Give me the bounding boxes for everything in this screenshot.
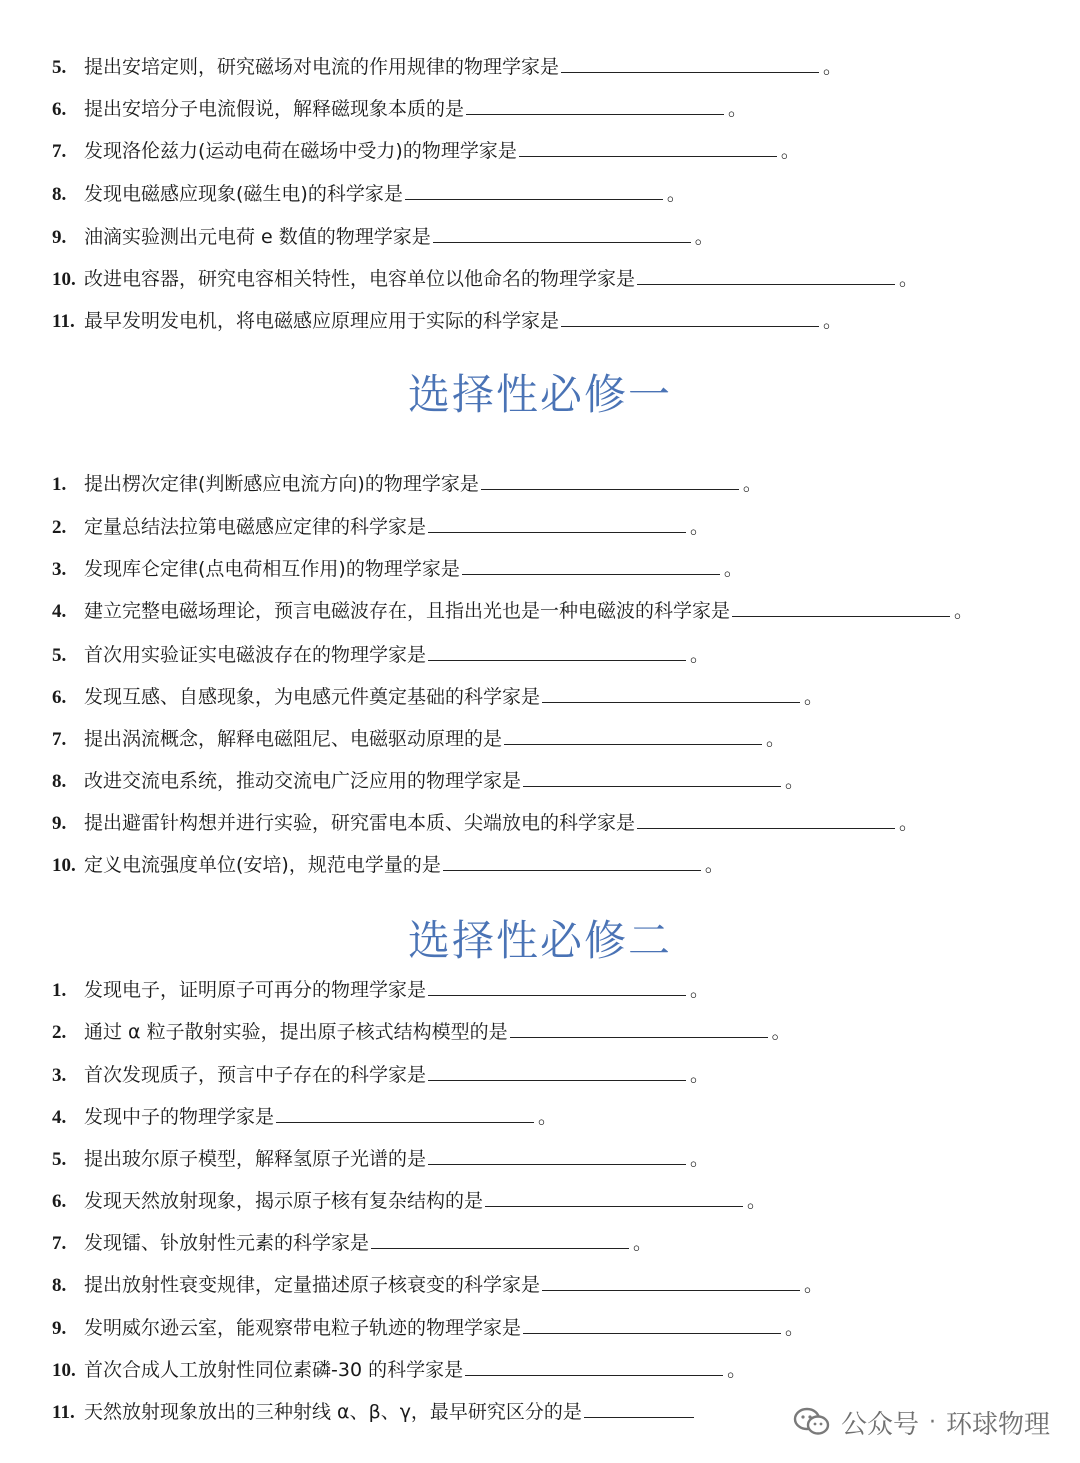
answer-blank[interactable] <box>405 181 663 200</box>
question-end-punct: 。 <box>690 1064 710 1086</box>
question-text: 发现中子的物理学家是 <box>84 1106 275 1128</box>
question-text: 建立完整电磁场理论，预言电磁波存在，且指出光也是一种电磁波的科学家是 <box>84 600 731 622</box>
question-number: 10. <box>52 269 76 290</box>
question-item <box>52 596 973 626</box>
question-number: 3. <box>52 1065 67 1086</box>
question-item <box>52 975 709 1005</box>
question-item <box>52 766 804 796</box>
question-text: 提出安培定则，研究磁场对电流的作用规律的物理学家是 <box>84 56 560 78</box>
answer-blank[interactable] <box>519 138 777 157</box>
question-item <box>52 306 842 336</box>
question-item <box>52 1060 709 1090</box>
watermark-separator: · <box>928 1409 936 1435</box>
question-item <box>52 1144 709 1174</box>
question-text: 提出避雷针构想并进行实验，研究雷电本质、尖端放电的科学家是 <box>84 812 636 834</box>
question-item <box>52 808 918 838</box>
question-number: 8. <box>52 771 67 792</box>
question-item <box>52 682 823 712</box>
answer-blank[interactable] <box>276 1104 534 1123</box>
answer-blank[interactable] <box>510 1019 768 1038</box>
question-number: 10. <box>52 1360 76 1381</box>
question-text: 定义电流强度单位(安培)，规范电学量的是 <box>84 854 441 876</box>
answer-blank[interactable] <box>428 1062 686 1081</box>
question-item <box>52 1313 804 1343</box>
question-end-punct: 。 <box>823 310 843 332</box>
question-number: 6. <box>52 687 67 708</box>
answer-blank[interactable] <box>433 224 691 243</box>
answer-blank[interactable] <box>732 598 950 617</box>
question-item <box>52 264 918 294</box>
question-item <box>52 1186 766 1216</box>
answer-blank[interactable] <box>371 1230 629 1249</box>
question-number: 7. <box>52 729 67 750</box>
question-end-punct: 。 <box>804 1274 824 1296</box>
question-end-punct: 。 <box>747 1190 767 1212</box>
answer-blank[interactable] <box>523 768 781 787</box>
question-end-punct: 。 <box>690 979 710 1001</box>
question-text: 发现互感、自感现象，为电感元件奠定基础的科学家是 <box>84 686 541 708</box>
question-text: 发明威尔逊云室，能观察带电粒子轨迹的物理学家是 <box>84 1317 522 1339</box>
answer-blank[interactable] <box>637 266 895 285</box>
question-end-punct: 。 <box>742 473 762 495</box>
question-text: 定量总结法拉第电磁感应定律的科学家是 <box>84 516 427 538</box>
question-end-punct: 。 <box>666 183 686 205</box>
question-end-punct: 。 <box>694 226 714 248</box>
question-end-punct: 。 <box>954 600 974 622</box>
question-text: 发现洛伦兹力(运动电荷在磁场中受力)的物理学家是 <box>84 140 517 162</box>
wechat-icon <box>793 1407 831 1437</box>
question-end-punct: 。 <box>727 1359 747 1381</box>
question-text: 发现电磁感应现象(磁生电)的科学家是 <box>84 183 403 205</box>
section-title: 选择性必修二 <box>407 916 672 965</box>
question-end-punct: 。 <box>785 1317 805 1339</box>
question-end-punct: 。 <box>728 98 748 120</box>
answer-blank[interactable] <box>523 1315 781 1334</box>
watermark-label: 公众号 <box>840 1409 919 1440</box>
question-text: 提出楞次定律(判断感应电流方向)的物理学家是 <box>84 473 479 495</box>
answer-blank[interactable] <box>428 1146 686 1165</box>
watermark-account-name: 环球物理 <box>945 1409 1050 1440</box>
question-number: 4. <box>52 1107 67 1128</box>
answer-blank[interactable] <box>443 852 701 871</box>
question-text: 发现镭、钋放射性元素的科学家是 <box>84 1232 370 1254</box>
question-number: 5. <box>52 1149 67 1170</box>
question-end-punct: 。 <box>785 770 805 792</box>
question-end-punct: 。 <box>538 1106 558 1128</box>
question-item <box>52 640 709 670</box>
answer-blank[interactable] <box>428 514 686 533</box>
question-number: 1. <box>52 980 67 1001</box>
answer-blank[interactable] <box>428 977 686 996</box>
question-number: 11. <box>52 1402 75 1423</box>
question-number: 3. <box>52 559 67 580</box>
answer-blank[interactable] <box>465 1357 723 1376</box>
question-number: 6. <box>52 99 67 120</box>
question-number: 11. <box>52 311 75 332</box>
question-item <box>52 850 724 880</box>
question-item <box>52 724 785 754</box>
question-text: 发现天然放射现象，揭示原子核有复杂结构的是 <box>84 1190 484 1212</box>
question-end-punct: 。 <box>899 268 919 290</box>
question-number: 8. <box>52 184 67 205</box>
section-title: 选择性必修一 <box>407 370 672 419</box>
question-text: 改进交流电系统，推动交流电广泛应用的物理学家是 <box>84 770 522 792</box>
question-end-punct: 。 <box>823 56 843 78</box>
question-text: 首次发现质子，预言中子存在的科学家是 <box>84 1064 427 1086</box>
question-item <box>52 1228 652 1258</box>
question-item <box>52 136 800 166</box>
question-end-punct: 。 <box>690 1148 710 1170</box>
question-end-punct: 。 <box>899 812 919 834</box>
question-number: 7. <box>52 141 67 162</box>
question-text: 发现库仑定律(点电荷相互作用)的物理学家是 <box>84 558 460 580</box>
question-text: 提出涡流概念，解释电磁阻尼、电磁驱动原理的是 <box>84 728 503 750</box>
answer-blank[interactable] <box>542 684 800 703</box>
question-end-punct: 。 <box>690 516 710 538</box>
question-text: 提出玻尔原子模型，解释氢原子光谱的是 <box>84 1148 427 1170</box>
answer-blank[interactable] <box>462 556 720 575</box>
question-end-punct: 。 <box>766 728 786 750</box>
question-item <box>52 512 709 542</box>
question-text: 首次用实验证实电磁波存在的物理学家是 <box>84 644 427 666</box>
question-text: 首次合成人工放射性同位素磷-30 的科学家是 <box>84 1359 464 1381</box>
question-text: 改进电容器，研究电容相关特性，电容单位以他命名的物理学家是 <box>84 268 636 290</box>
question-number: 5. <box>52 645 67 666</box>
answer-blank[interactable] <box>561 308 819 327</box>
question-text: 提出放射性衰变规律，定量描述原子核衰变的科学家是 <box>84 1274 541 1296</box>
answer-blank[interactable] <box>561 54 819 73</box>
question-number: 6. <box>52 1191 67 1212</box>
question-number: 9. <box>52 227 67 248</box>
question-end-punct: 。 <box>780 140 800 162</box>
answer-blank[interactable] <box>481 471 739 490</box>
question-end-punct: 。 <box>633 1232 653 1254</box>
question-item <box>52 52 842 82</box>
question-end-punct: 。 <box>804 686 824 708</box>
question-item <box>52 222 714 252</box>
watermark <box>793 1402 1050 1442</box>
question-number: 1. <box>52 474 67 495</box>
question-number: 8. <box>52 1275 67 1296</box>
answer-blank[interactable] <box>466 96 724 115</box>
question-number: 9. <box>52 1318 67 1339</box>
question-item <box>52 1397 698 1427</box>
question-end-punct: 。 <box>723 558 743 580</box>
answer-blank[interactable] <box>485 1188 743 1207</box>
question-item <box>52 179 686 209</box>
question-item <box>52 94 747 124</box>
question-text: 发现电子，证明原子可再分的物理学家是 <box>84 979 427 1001</box>
answer-blank[interactable] <box>504 726 762 745</box>
question-number: 2. <box>52 517 67 538</box>
question-number: 4. <box>52 601 67 622</box>
question-number: 9. <box>52 813 67 834</box>
question-number: 10. <box>52 855 76 876</box>
question-item <box>52 1270 823 1300</box>
answer-blank[interactable] <box>428 642 686 661</box>
answer-blank[interactable] <box>637 810 895 829</box>
question-item <box>52 469 762 499</box>
question-text: 油滴实验测出元电荷 e 数值的物理学家是 <box>84 226 431 248</box>
question-item <box>52 1017 791 1047</box>
question-text: 天然放射现象放出的三种射线 α、β、γ，最早研究区分的是 <box>84 1401 582 1423</box>
answer-blank[interactable] <box>542 1272 800 1291</box>
question-text: 最早发明发电机，将电磁感应原理应用于实际的科学家是 <box>84 310 560 332</box>
question-end-punct: 。 <box>704 854 724 876</box>
question-text: 提出安培分子电流假说，解释磁现象本质的是 <box>84 98 465 120</box>
question-text: 通过 α 粒子散射实验，提出原子核式结构模型的是 <box>84 1021 508 1043</box>
question-item <box>52 554 743 584</box>
question-end-punct: 。 <box>771 1021 791 1043</box>
question-number: 2. <box>52 1022 67 1043</box>
answer-blank[interactable] <box>584 1399 694 1418</box>
question-item <box>52 1355 746 1385</box>
question-number: 5. <box>52 57 67 78</box>
question-end-punct: 。 <box>690 644 710 666</box>
question-item <box>52 1102 557 1132</box>
question-number: 7. <box>52 1233 67 1254</box>
